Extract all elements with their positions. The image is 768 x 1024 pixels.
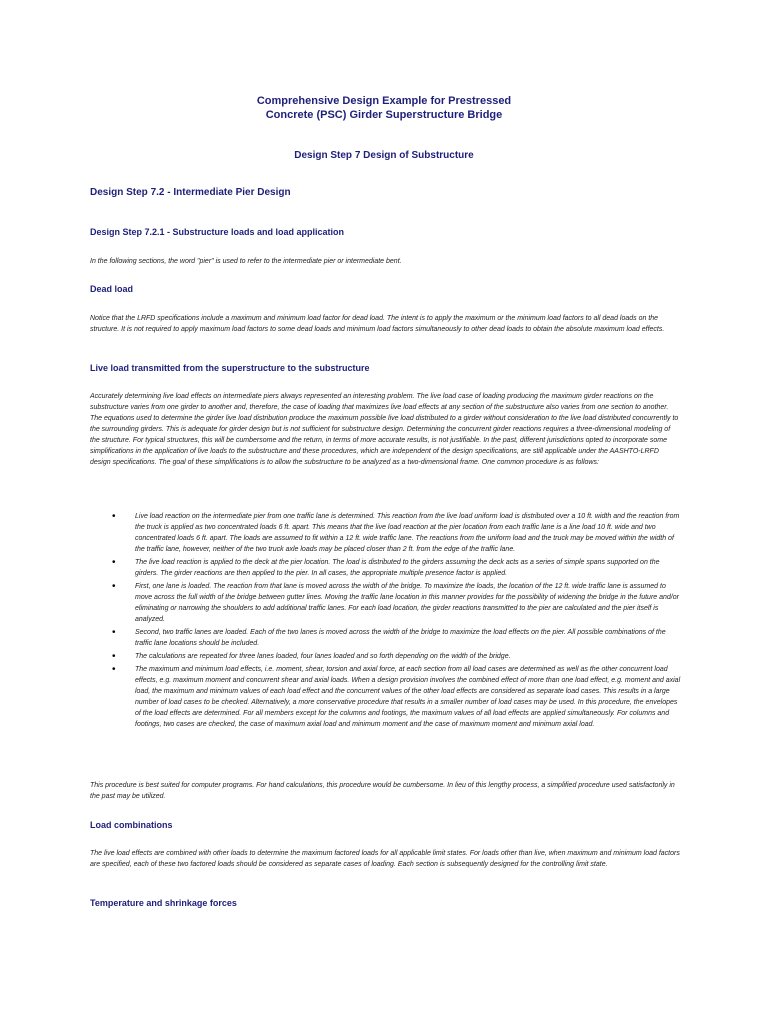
dead-load-paragraph: Notice that the LRFD specifications include a maximum and minimum load factor for dead load. The intent is to apply the maximum or the minimum load factors to all dead loads on the structure. It is not required to apply maximum load factors to some dead loads and minimum load factors simultaneously to other dead loads to obtain the absolute maximum load effects. — [90, 315, 665, 333]
bullet-icon: • — [112, 664, 116, 675]
title-line-1: Comprehensive Design Example for Prestressed — [256, 95, 512, 107]
load-combinations-heading: Load combinations — [90, 820, 173, 830]
step-7-2-heading: Design Step 7.2 - Intermediate Pier Design — [90, 187, 291, 198]
list-item: • The calculations are repeated for three lanes loaded, four lanes loaded and so forth depending on the width of the bridge. — [112, 651, 511, 662]
intro-paragraph: In the following sections, the word "pier" is used to refer to the intermediate pier or intermediate bent. — [90, 258, 402, 265]
temperature-shrinkage-heading: Temperature and shrinkage forces — [90, 898, 237, 908]
bullet-icon: • — [112, 627, 116, 638]
list-item: • Live load reaction on the intermediate pier from one traffic lane is determined. This reaction from the live load uniform load is distributed over a 10 ft. width and the reaction from the truck is applied as two concentrated loads 6 ft. apart. This means that the live load reaction at the pier location from each traffic lane is a line load 10 ft. wide and two concentrated loads 6 ft. apart. The loads are assumed to fit within a 12 ft. wide traffic lane. The reactions from the uniform load and the truck may be moved within the width of the traffic lane, however, neither of the two truck axle loads may be placed closer than 2 ft. from the edge of the traffic lane. — [112, 511, 680, 553]
live-load-paragraph: Accurately determining live load effects on intermediate piers always represented an interesting problem. The live load case of loading producing the maximum girder reactions on the substructure varies from one girder to another and, therefore, the case of loading that maximizes live load effects at any section of the substructure also varies from one section to another. The equations used to determine the girder live load distribution produce the maximum possible live load distributed to a girder without consideration to the live load distributed concurrently to the surrounding girders. This is adequate for girder design but is not sufficient for substructure design. Determining the concurrent girder reactions requires a three-dimensional modeling of the structure. For typical structures, this will be cumbersome and the return, in terms of more accurate results, is not justifiable. In the past, different jurisdictions opted to incorporate some simplifications in the application of live loads to the substructure and these procedures, which are independent of the design specifications, are still applicable under the AASHTO-LRFD design specifications. The goal of these simplifications is to allow the substructure to be analyzed as a two-dimensional frame. One common procedure is as follows: — [90, 393, 679, 466]
bullet-icon: • — [112, 581, 116, 592]
procedure-note-paragraph: This procedure is best suited for computer programs. For hand calculations, this procedure would be cumbersome. In lieu of this lengthy process, a simplified procedure used satisfactorily in the past may be utilized. — [90, 782, 675, 800]
bullet-icon: • — [112, 557, 116, 568]
live-load-heading: Live load transmitted from the superstructure to the substructure — [90, 363, 370, 373]
document-title — [0, 94, 768, 122]
dead-load-heading: Dead load — [90, 284, 134, 294]
procedure-bullet-list — [90, 511, 690, 732]
list-item: • First, one lane is loaded. The reaction from that lane is moved across the width of the bridge. To maximize the loads, the location of the 12 ft. wide traffic lane is assumed to move across the full width of the bridge between gutter lines. Moving the traffic lane location in this manner provides for the possibility of widening the bridge in the future and/or eliminating or narrowing the shoulders to add additional traffic lanes. For each load location, the girder reactions transmitted to the pier are calculated and the pier itself is analyzed. — [112, 581, 679, 623]
step-title: Design Step 7 Design of Substructure — [294, 150, 474, 161]
bullet-icon: • — [112, 511, 116, 522]
list-item: • The live load reaction is applied to the deck at the pier location. The load is distributed to the girders assuming the deck acts as a series of simple spans supported on the girders. The girder reactions are then applied to the pier. In all cases, the appropriate multiple presence factor is applied. — [112, 557, 660, 577]
title-line-2: Concrete (PSC) Girder Superstructure Bridge — [265, 109, 503, 121]
load-combinations-paragraph: The live load effects are combined with other loads to determine the maximum factored loads for all applicable limit states. For loads other than live, when maximum and minimum load factors are specified, each of these two factored loads should be considered as separate cases of loading. Each section is subsequently designed for the controlling limit state. — [90, 850, 680, 868]
bullet-icon: • — [112, 651, 116, 662]
list-item: • The maximum and minimum load effects, i.e. moment, shear, torsion and axial force, at each section from all load cases are determined as well as the other concurrent load effects, e.g. maximum moment and concurrent shear and axial loads. When a design provision involves the combined effect of more than one load effect, e.g. moment and axial load, the maximum and minimum values of each load effect and the concurrent values of the other load effects are considered as separate load cases. This results in a large number of load cases to be checked. Alternatively, a more conservative procedure that results in a smaller number of load cases may be used. In this procedure, the envelopes of the load effects are determined. For all members except for the columns and footings, the maximum values of all load effects are applied simultaneously. For columns and footings, two cases are checked, the case of maximum axial load and minimum moment and the case of maximum moment and minimum axial load. — [112, 664, 681, 728]
step-7-2-1-heading: Design Step 7.2.1 - Substructure loads and load application — [90, 227, 345, 237]
list-item: • Second, two traffic lanes are loaded. Each of the two lanes is moved across the width of the bridge to maximize the load effects on the pier. All possible combinations of the traffic lane locations should be included. — [112, 627, 666, 647]
